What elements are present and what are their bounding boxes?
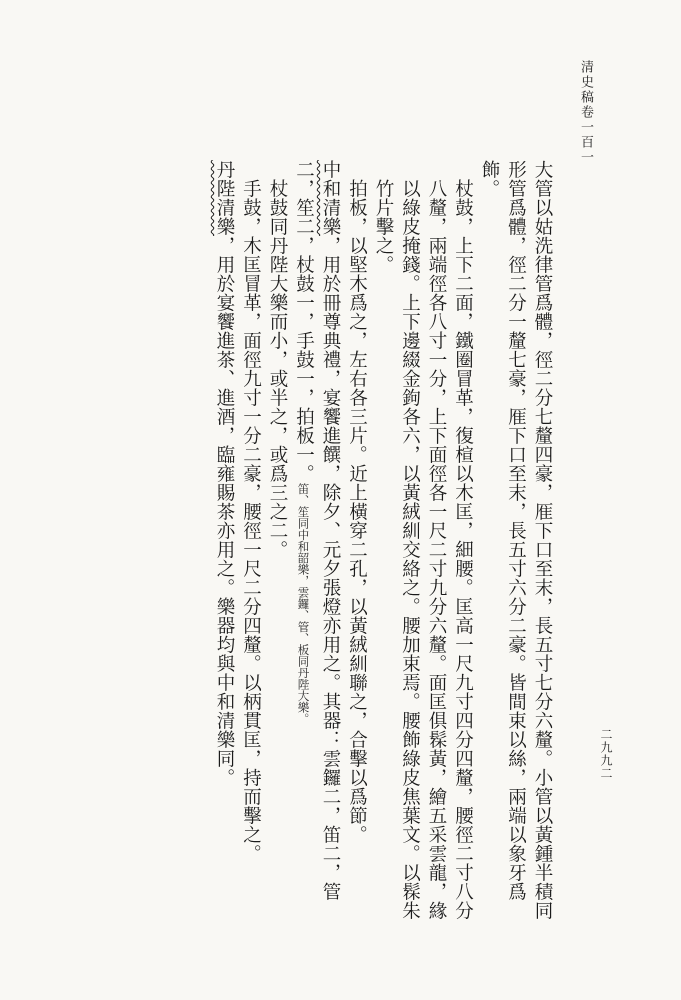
- running-title: 清史稿卷一百一: [578, 60, 593, 165]
- music-name: 中和清樂: [320, 160, 341, 236]
- paragraph-zhanggu-small: [264, 160, 291, 920]
- paragraph-text: 杖鼓同丹陛大樂而小，或半之，或爲三之二。: [267, 178, 288, 559]
- music-name: 丹陛清樂: [214, 160, 235, 236]
- paragraph-danbi-qingyue: [211, 160, 238, 920]
- paragraph-text: 杖鼓，上下二面，鐵圈冒革，復楦以木匡，細腰。匡高一尺九寸四分四釐，腰徑二寸八分八釐，兩端徑各八寸一分，上下面徑各一尺二寸九分六釐。面匡俱髹黃，繪五采雲龍，緣以綠皮掩錢。上下邊綴金鉤各六，以黃絨紃交絡之。腰加束焉。腰飾綠皮焦葉文。以髹朱竹片擊之。: [373, 178, 474, 920]
- paragraph-shougu: [237, 160, 264, 920]
- paragraph-text: ，用於宴饗進茶、進酒，臨雍賜茶亦用之。樂器均與中和清樂同。: [214, 236, 235, 787]
- paragraph-flute-tubes: [476, 160, 556, 920]
- paragraph-text: ，用於冊尊典禮，宴饗進饌，除夕、元夕張燈亦用之。其器：雲鑼二，笛二，管二，笙二，杖鼓一，手鼓一，拍板一。: [293, 160, 341, 901]
- paragraph-text: 手鼓，木匡冒革，面徑九寸一分二豪，腰徑一尺二分四釐。以柄貫匡，持而擊之。: [240, 178, 262, 863]
- page-number: 二九九二: [599, 728, 613, 780]
- paragraph-paiban: [343, 160, 370, 920]
- main-text: [95, 160, 555, 920]
- paragraph-text: 拍板，以堅木爲之，左右各三片。近上橫穿二孔，以黃絨紃聯之，合擊以爲節。: [346, 178, 368, 844]
- paragraph-text: 大管以姑洗律管爲體，徑二分七釐四豪，㕍下口至末，長五寸七分六釐。小管以黃鍾半積同形管爲體，徑二分一釐七豪，㕍下口至末，長五寸六分二豪。皆間束以絲，兩端以象牙爲飾。: [479, 160, 553, 920]
- annotation-note: 笛、笙同中和韶樂，雲鑼、管、板同丹陛大樂。: [296, 483, 311, 725]
- paragraph-zhonghe-qingyue: [290, 160, 343, 920]
- paragraph-zhanggu: [370, 160, 476, 920]
